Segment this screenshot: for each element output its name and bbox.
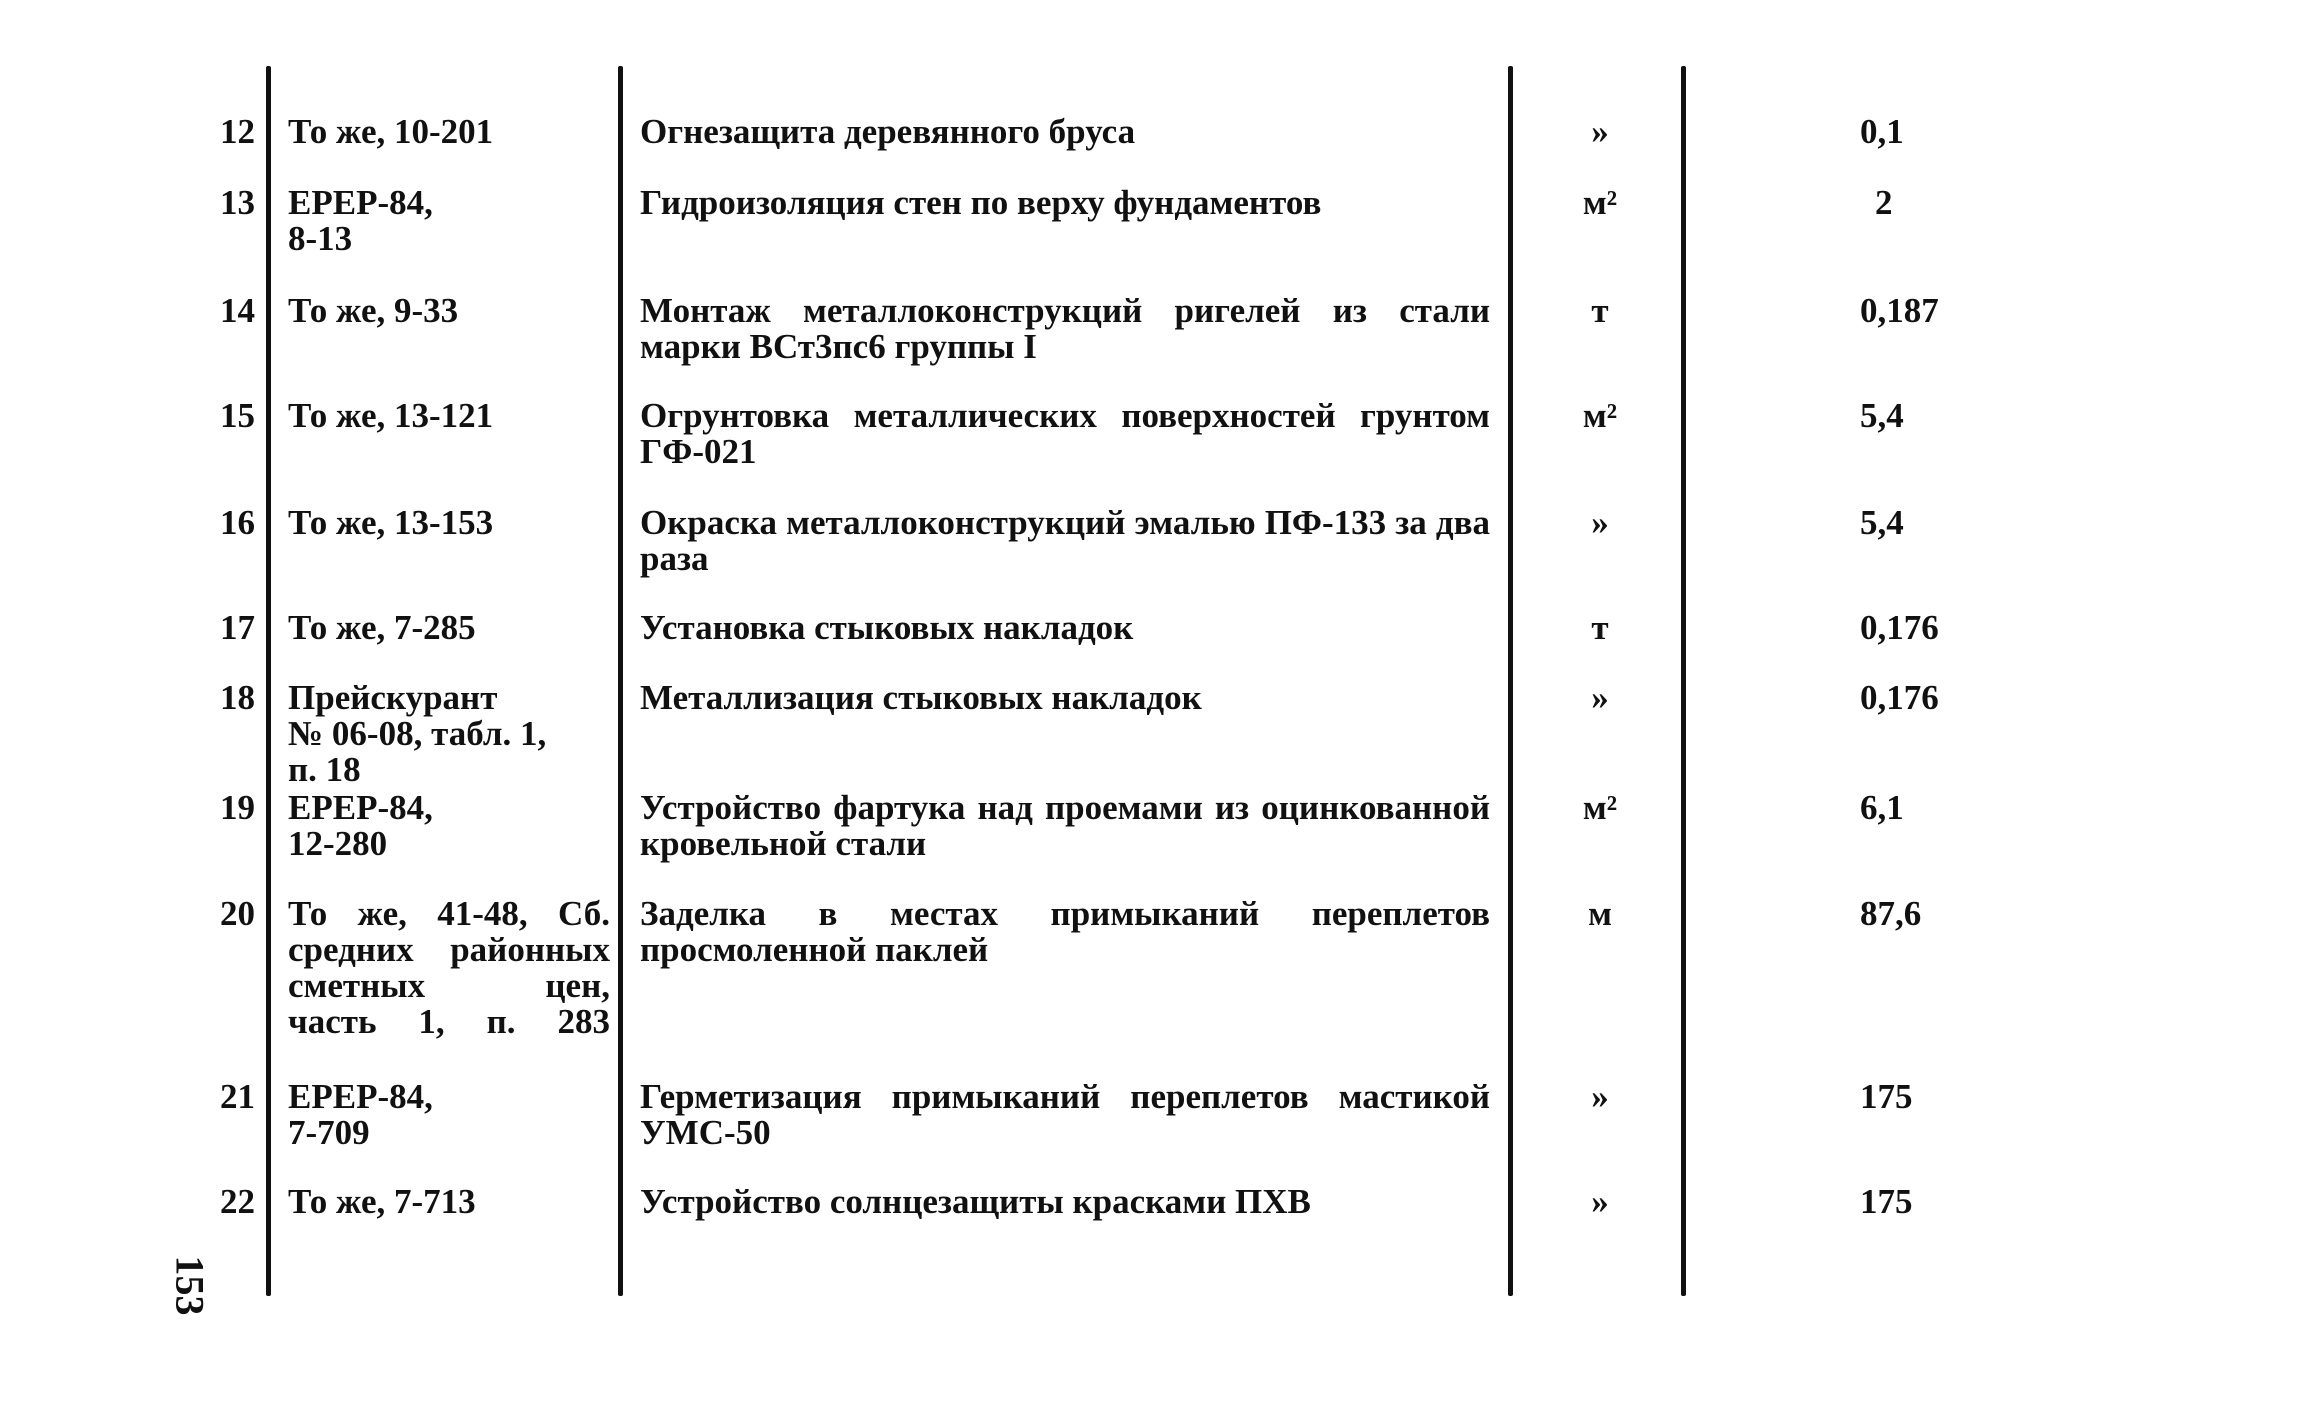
work-description: Устройство фартука над проемами из оцинкованной кровельной стали <box>640 788 1490 863</box>
row-number: 15 <box>220 396 255 435</box>
unit-cell: т <box>1591 291 1609 330</box>
row-number: 13 <box>220 183 255 222</box>
quantity-cell: 2 <box>1875 183 1893 222</box>
unit-cell: м² <box>1582 788 1618 827</box>
column-divider-4 <box>1681 66 1686 1296</box>
reference-cell: То же, 7-713 <box>288 1182 476 1221</box>
reference-cell: То же, 7-285 <box>288 608 476 647</box>
quantity-cell: 175 <box>1860 1182 1913 1221</box>
quantity-cell: 0,176 <box>1860 608 1939 647</box>
work-description: Металлизация стыковых накладок <box>640 678 1202 717</box>
work-description: Окраска металлоконструкций эмалью ПФ-133 за два раза <box>640 503 1490 578</box>
unit-cell: м <box>1588 894 1612 933</box>
column-divider-2 <box>618 66 623 1296</box>
unit-cell: м² <box>1582 396 1618 435</box>
quantity-cell: 175 <box>1860 1077 1913 1116</box>
unit-cell: » <box>1591 1077 1609 1116</box>
unit-cell: т <box>1591 608 1609 647</box>
work-description: Огнезащита деревянного бруса <box>640 112 1136 151</box>
quantity-cell: 0,1 <box>1860 112 1904 151</box>
row-number: 18 <box>220 678 255 717</box>
unit-cell: м² <box>1582 183 1618 222</box>
work-description: Устройство солнцезащиты красками ПХВ <box>640 1182 1311 1221</box>
quantity-cell: 0,176 <box>1860 678 1939 717</box>
quantity-cell: 0,187 <box>1860 291 1939 330</box>
unit-cell: » <box>1591 678 1609 717</box>
work-description: Огрунтовка металлических поверхностей грунтом ГФ-021 <box>640 396 1490 471</box>
page-number: 153 <box>167 1255 213 1316</box>
unit-cell: » <box>1591 503 1609 542</box>
quantity-cell: 6,1 <box>1860 788 1904 827</box>
row-number: 14 <box>220 291 255 330</box>
reference-cell: ЕРЕР-84, 7-709 <box>288 1077 433 1152</box>
reference-cell: То же, 13-121 <box>288 396 494 435</box>
quantity-cell: 87,6 <box>1860 894 1922 933</box>
reference-cell: То же, 9-33 <box>288 291 459 330</box>
reference-cell: То же, 13-153 <box>288 503 494 542</box>
column-divider-3 <box>1508 66 1513 1296</box>
row-number: 16 <box>220 503 255 542</box>
row-number: 12 <box>220 112 255 151</box>
row-number: 20 <box>220 894 255 933</box>
row-number: 21 <box>220 1077 255 1116</box>
reference-cell: То же, 10-201 <box>288 112 494 151</box>
work-description: Монтаж металлоконструкций ригелей из стали марки ВСт3пс6 группы I <box>640 291 1490 366</box>
quantity-cell: 5,4 <box>1860 503 1904 542</box>
quantity-cell: 5,4 <box>1860 396 1904 435</box>
column-divider-1 <box>266 66 271 1296</box>
reference-cell: Прейскурант № 06-08, табл. 1, п. 18 <box>288 678 547 789</box>
reference-cell: ЕРЕР-84, 12-280 <box>288 788 433 863</box>
unit-cell: » <box>1591 112 1609 151</box>
row-number: 19 <box>220 788 255 827</box>
work-description: Герметизация примыканий переплетов мастикой УМС-50 <box>640 1077 1490 1152</box>
work-description: Заделка в местах примыканий переплетов просмоленной паклей <box>640 894 1490 969</box>
reference-cell: То же, 41-48, Сб. средних районных сметных цен, часть 1, п. 283 <box>288 894 610 1041</box>
row-number: 22 <box>220 1182 255 1221</box>
work-description: Установка стыковых накладок <box>640 608 1134 647</box>
unit-cell: » <box>1591 1182 1609 1221</box>
work-description: Гидроизоляция стен по верху фундаментов <box>640 183 1322 222</box>
reference-cell: ЕРЕР-84, 8-13 <box>288 183 433 258</box>
row-number: 17 <box>220 608 255 647</box>
